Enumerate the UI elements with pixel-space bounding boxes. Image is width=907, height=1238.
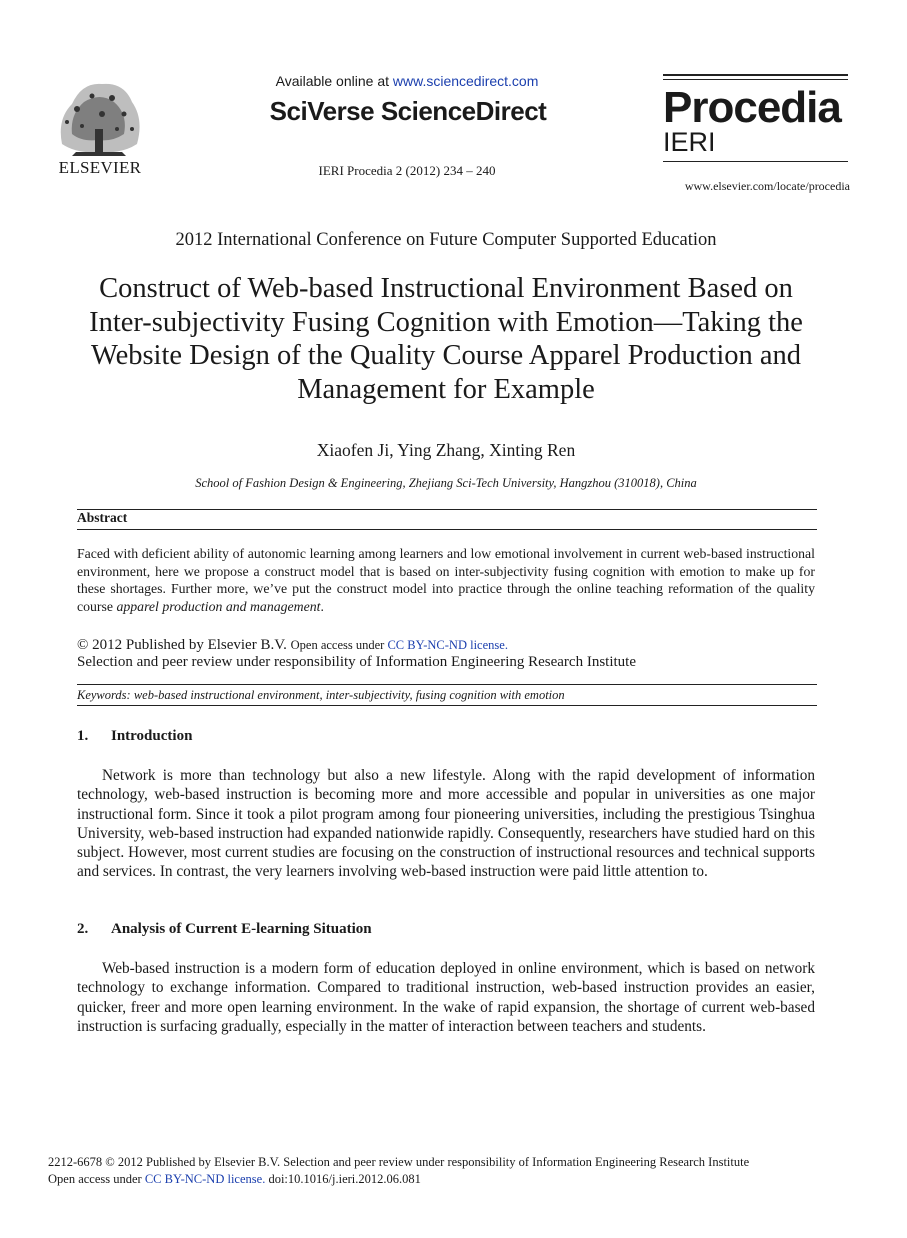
conference-name: 2012 International Conference on Future Computer Supported Education <box>175 230 717 250</box>
journal-reference: IERI Procedia 2 (2012) 234 – 240 <box>318 163 496 178</box>
copyright-notice <box>77 637 817 654</box>
abstract-italic: apparel production and management <box>116 598 321 614</box>
peer-review-notice: Selection and peer review under responsibility of Information Engineering Research Institute <box>77 654 636 670</box>
page-footer <box>48 1154 848 1188</box>
footer-issn-line: 2212-6678 © 2012 Published by Elsevier B.V. Selection and peer review under responsibility of Information Engineering Research Institute <box>48 1155 750 1169</box>
journal-url[interactable]: www.elsevier.com/locate/procedia <box>684 179 850 193</box>
title-line: Inter-subjectivity Fusing Cognition with Emotion—Taking the <box>89 306 803 338</box>
section-title: Introduction <box>111 728 193 744</box>
ieri-wordmark: IERI <box>663 127 716 157</box>
available-online <box>262 73 552 89</box>
divider <box>77 509 817 510</box>
section-title: Analysis of Current E-learning Situation <box>111 921 372 937</box>
copyright-text: © 2012 Published by Elsevier B.V. <box>77 637 291 653</box>
footer-license-link[interactable]: CC BY-NC-ND license. <box>144 1172 266 1186</box>
abstract-end: . <box>320 598 324 614</box>
logo-rule <box>663 74 848 76</box>
abstract-heading: Abstract <box>77 510 128 525</box>
abstract-text <box>77 545 815 615</box>
section-number: 1. <box>77 728 89 744</box>
footer-license-line <box>48 1171 848 1188</box>
section-body: Network is more than technology but also a new lifestyle. Along with the rapid development of information technology, web-based instruction is becoming more and more accessible and popular in universities as one major instructional form. Since it took a pilot program among four pioneering universities, including the prestigious Tsinghua University, web-based instruction had expanded nationwide rapidly. Consequently, researchers have studied hard on this subject. However, most current studies are focusing on the construction of instructional resources and technical supports and services. In contrast, the very learners involving web-based instruction were paid little attention to. <box>77 767 815 881</box>
section-number: 2. <box>77 921 89 937</box>
logo-rule <box>663 161 848 162</box>
open-access-text: Open access under <box>290 638 388 652</box>
authors: Xiaofen Ji, Ying Zhang, Xinting Ren <box>316 440 576 460</box>
divider <box>77 529 817 530</box>
section-heading <box>77 921 372 938</box>
divider <box>77 705 817 706</box>
title-line: Website Design of the Quality Course Apparel Production and <box>90 340 802 371</box>
license-link[interactable]: CC BY-NC-ND license. <box>387 638 508 652</box>
footer-open-access: Open access under <box>48 1172 145 1186</box>
logo-rule <box>663 79 848 80</box>
footer-doi: doi:10.1016/j.ieri.2012.06.081 <box>265 1172 421 1186</box>
section-body: Web-based instruction is a modern form of education deployed in online environment, which is based on network technology to exchange information. Compared to traditional instruction, web-based instruction provides an easier, quicker, freer and more open learning environment. In the wake of rapid expansion, the shortage of current web-based instruction is surfacing gradually, especially in the matter of interaction between teachers and students. <box>77 960 815 1035</box>
abstract-body: Faced with deficient ability of autonomic learning among learners and low emotional involvement in current web-based instructional environment, here we propose a construct model that is based on inter-subjectivity fusing cognition with emotion to make up for these shortages. Further more, we’ve put the construct model into practice through the online teaching reformation of the quality course <box>77 546 815 614</box>
keywords: Keywords: web-based instructional environment, inter-subjectivity, fusing cognition with emotion <box>77 688 565 702</box>
available-online-prefix: Available online at <box>275 73 393 89</box>
sciencedirect-link[interactable]: www.sciencedirect.com <box>392 73 539 89</box>
procedia-logo <box>663 74 848 165</box>
title-line: Construct of Web-based Instructional Environment Based on <box>99 273 793 304</box>
paper-title <box>60 272 832 406</box>
section-heading <box>77 728 192 745</box>
affiliation: School of Fashion Design & Engineering, Zhejiang Sci-Tech University, Hangzhou (310018), China <box>195 476 697 490</box>
title-line: Management for Example <box>297 373 595 405</box>
divider <box>77 684 817 685</box>
elsevier-wordmark: ELSEVIER <box>58 158 142 177</box>
procedia-wordmark: Procedia <box>663 83 841 132</box>
sciverse-logo: SciVerse ScienceDirect <box>269 96 547 126</box>
